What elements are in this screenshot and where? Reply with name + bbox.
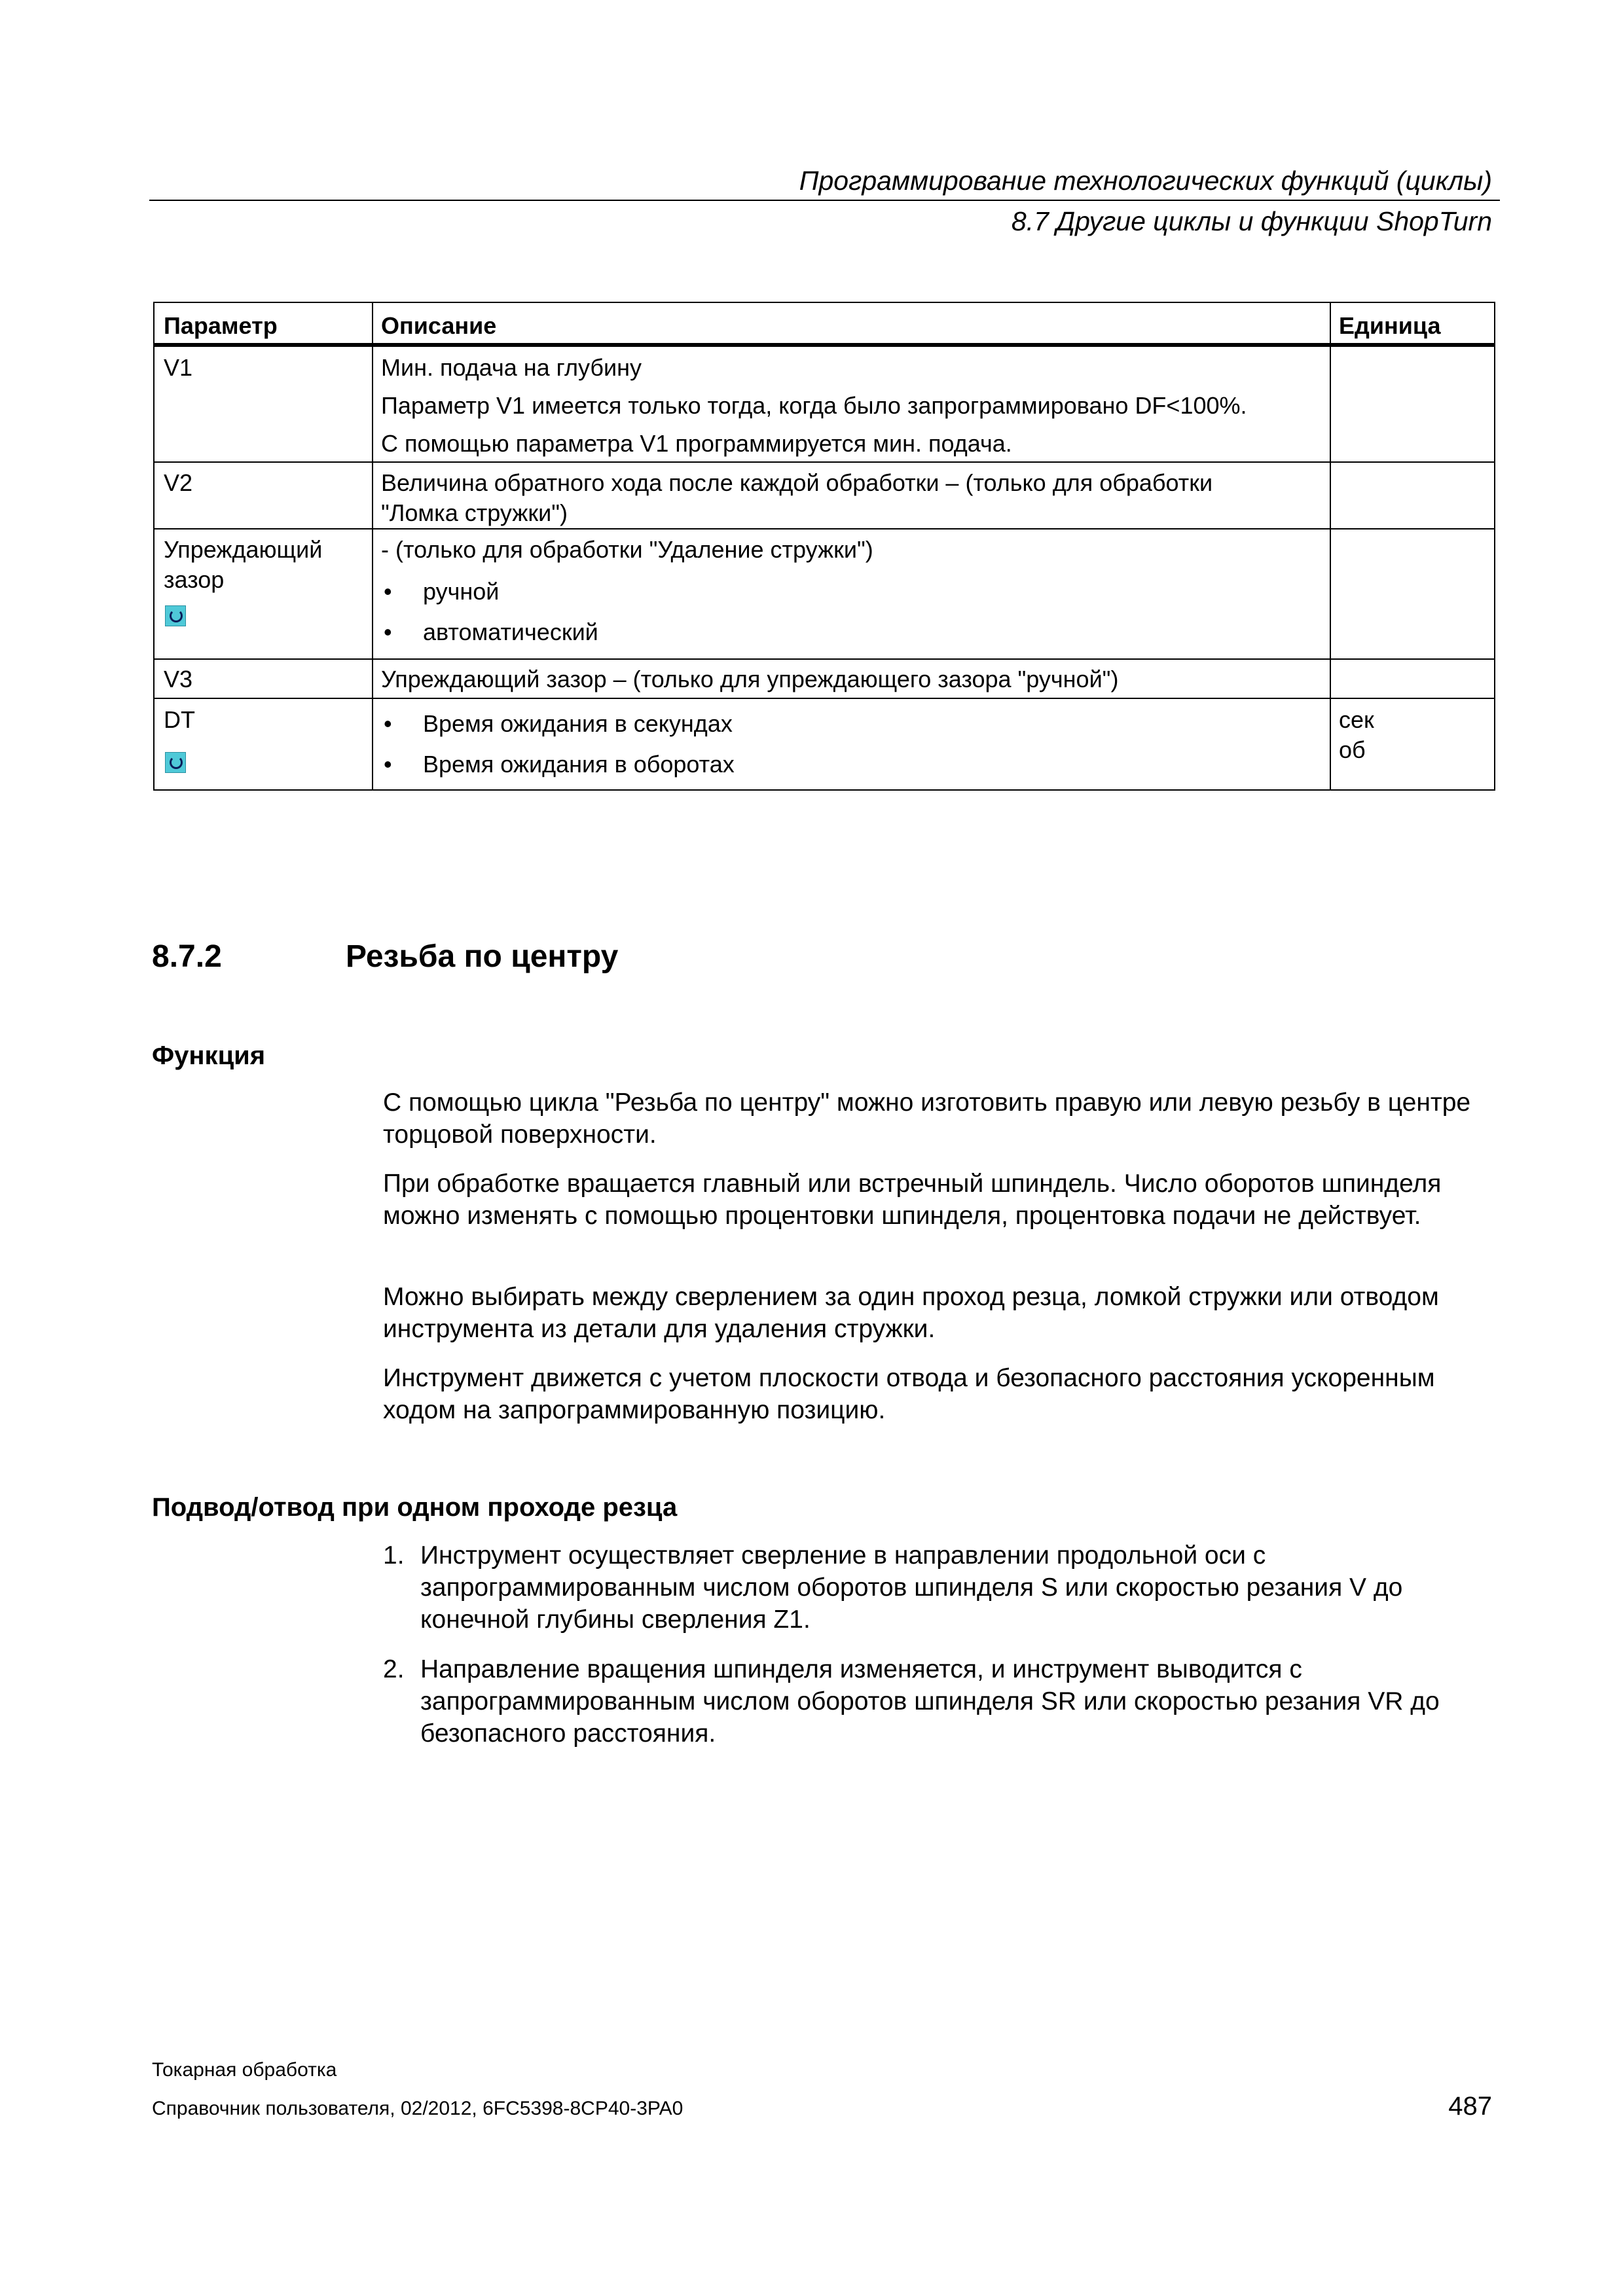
parameter-table [153,302,1495,791]
bullet-icon: • [384,619,392,645]
page-number: 487 [1448,2092,1492,2121]
footer-doc-info: Справочник пользователя, 02/2012, 6FC5398-8CP40-3PA0 [152,2098,684,2119]
list-item-text: Время ожидания в оборотах [423,751,735,778]
function-heading: Функция [152,1041,266,1070]
step-number: 2. [383,1655,405,1683]
table-row-divider [155,658,1494,660]
desc-lead-gap: - (только для обработки "Удаление стружки") [381,536,873,563]
paragraph: При обработке вращается главный или встречный шпиндель. Число оборотов шпинделя можно изменять с помощью процентовки шпинделя, процентовка подачи не действует. [383,1170,1442,1230]
table-row-divider [155,461,1494,463]
param-v3: V3 [164,666,193,692]
cycle-toggle-icon [165,605,186,626]
table-header-rule [155,343,1494,347]
approach-heading: Подвод/отвод при одном проходе резца [152,1493,678,1522]
param-v2: V2 [164,469,193,496]
section-title: Резьба по центру [346,939,619,974]
paragraph: Можно выбирать между сверлением за один проход резца, ломкой стружки или отводом инструмента из детали для удаления стружки. [383,1283,1439,1343]
table-header-param: Параметр [164,312,278,339]
table-row-divider [155,528,1494,529]
footer-title: Токарная обработка [152,2059,337,2081]
section-number: 8.7.2 [152,939,222,974]
unit-dt-line: сек [1339,706,1374,733]
bullet-icon: • [384,751,392,778]
desc-v1-line: С помощью параметра V1 программируется мин. подача. [381,430,1012,457]
param-lead-gap-line: Упреждающий [164,536,323,563]
param-dt: DT [164,706,195,733]
list-item-text: ручной [423,578,500,605]
desc-v3: Упреждающий зазор – (только для упреждающего зазора "ручной") [381,666,1119,692]
paragraph: С помощью цикла "Резьба по центру" можно изготовить правую или левую резьбу в центре торцовой поверхности. [383,1088,1471,1149]
param-lead-gap-line: зазор [164,566,225,593]
bullet-icon: • [384,578,392,605]
running-header-section: 8.7 Другие циклы и функции ShopTurn [1011,206,1492,236]
table-header-unit: Единица [1339,312,1441,339]
desc-v1-line: Параметр V1 имеется только тогда, когда было запрограммировано DF<100%. [381,392,1247,419]
table-col-divider [372,303,373,789]
cycle-toggle-icon [165,752,186,773]
desc-v1-line: Мин. подача на глубину [381,354,642,381]
table-row-divider [155,698,1494,699]
header-rule [149,200,1500,201]
paragraph: Инструмент движется с учетом плоскости отвода и безопасного расстояния ускоренным ходом на запрограммированную позицию. [383,1364,1435,1424]
param-v1: V1 [164,354,193,381]
step-text: Направление вращения шпинделя изменяется, и инструмент выводится с запрограммированным числом оборотов шпинделя SR или скоростью резания VR до безопасного расстояния. [420,1655,1440,1748]
running-header-chapter: Программирование технологических функций (циклы) [799,166,1492,196]
step-number: 1. [383,1541,405,1570]
table-header-desc: Описание [381,312,497,339]
bullet-icon: • [384,710,392,737]
step-text: Инструмент осуществляет сверление в направлении продольной оси с запрограммированным числом оборотов шпинделя S или скоростью резания V до конечной глубины сверления Z1. [420,1541,1403,1634]
unit-dt-line: об [1339,736,1366,763]
desc-v2-line: "Ломка стружки") [381,499,568,526]
list-item-text: Время ожидания в секундах [423,710,733,737]
table-col-divider [1330,303,1331,789]
list-item-text: автоматический [423,619,598,645]
desc-v2-line: Величина обратного хода после каждой обработки – (только для обработки [381,469,1213,496]
